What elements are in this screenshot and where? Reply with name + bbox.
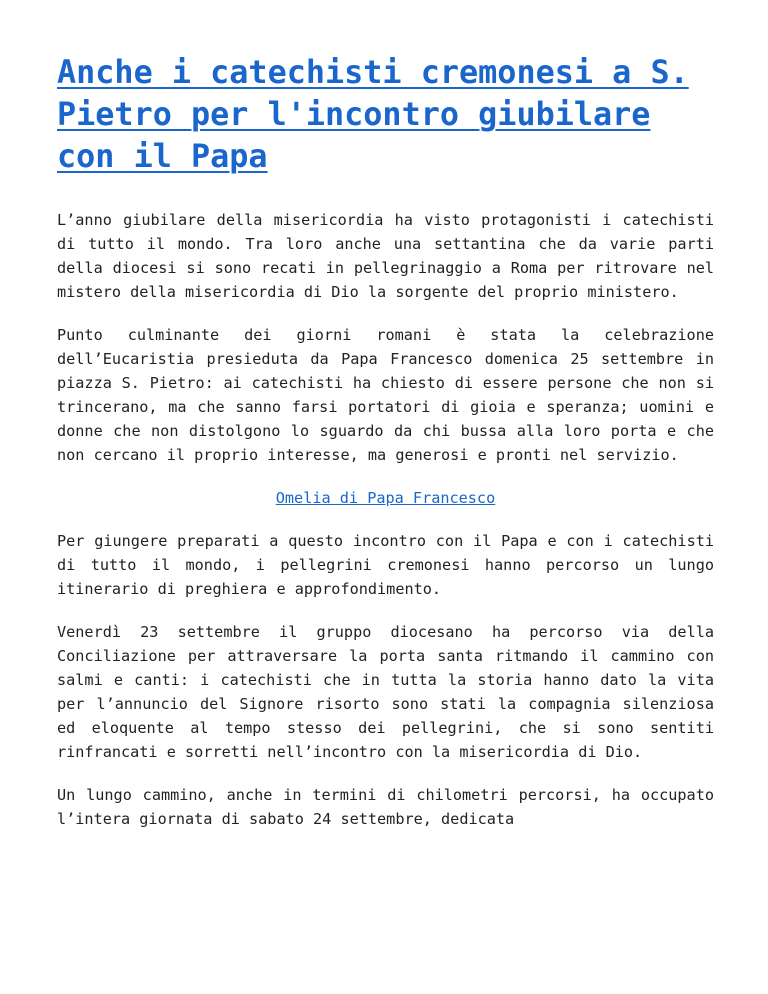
paragraph-friday: Venerdì 23 settembre il gruppo diocesano ha percorso via della Conciliazione per attraversare la porta santa ritmando il cammino con salmi e canti: i catechisti che in tutta la storia hanno dato la vita per l’annuncio del Signore risorto sono stati la compagnia silenziosa ed eloquente al tempo stesso dei pellegrini, che si sono sentiti rinfrancati e sorretti nell’incontro con la misericordia di Dio.: [57, 623, 714, 761]
article-title-link[interactable]: Anche i catechisti cremonesi a S. Pietro per l'incontro giubilare con il Papa: [57, 54, 689, 175]
paragraph-intro: L’anno giubilare della misericordia ha visto protagonisti i catechisti di tutto il mondo. Tra loro anche una settantina che da varie parti della diocesi si sono recati in pellegrinaggio a Roma per ritrovare nel mistero della misericordia di Dio la sorgente del proprio ministero.: [57, 211, 714, 301]
paragraph-preparation: Per giungere preparati a questo incontro con il Papa e con i catechisti di tutto il mondo, i pellegrini cremonesi hanno percorso un lungo itinerario di preghiera e approfondimento.: [57, 532, 714, 598]
article: [57, 52, 714, 850]
homily-link[interactable]: Omelia di Papa Francesco: [275, 489, 496, 507]
paragraph-saturday: Un lungo cammino, anche in termini di chilometri percorsi, ha occupato l’intera giornata di sabato 24 settembre, dedicata: [57, 786, 714, 828]
homily-link-container: [57, 486, 714, 510]
paragraph-celebration: Punto culminante dei giorni romani è stata la celebrazione dell’Eucaristia presieduta da Papa Francesco domenica 25 settembre in piazza S. Pietro: ai catechisti ha chiesto di essere persone che non si trincerano, ma che sanno farsi portatori di gioia e speranza; uomini e donne che non distolgono lo sguardo da chi bussa alla loro porta e che non cercano il proprio interesse, ma generosi e pronti nel servizio.: [57, 326, 714, 464]
